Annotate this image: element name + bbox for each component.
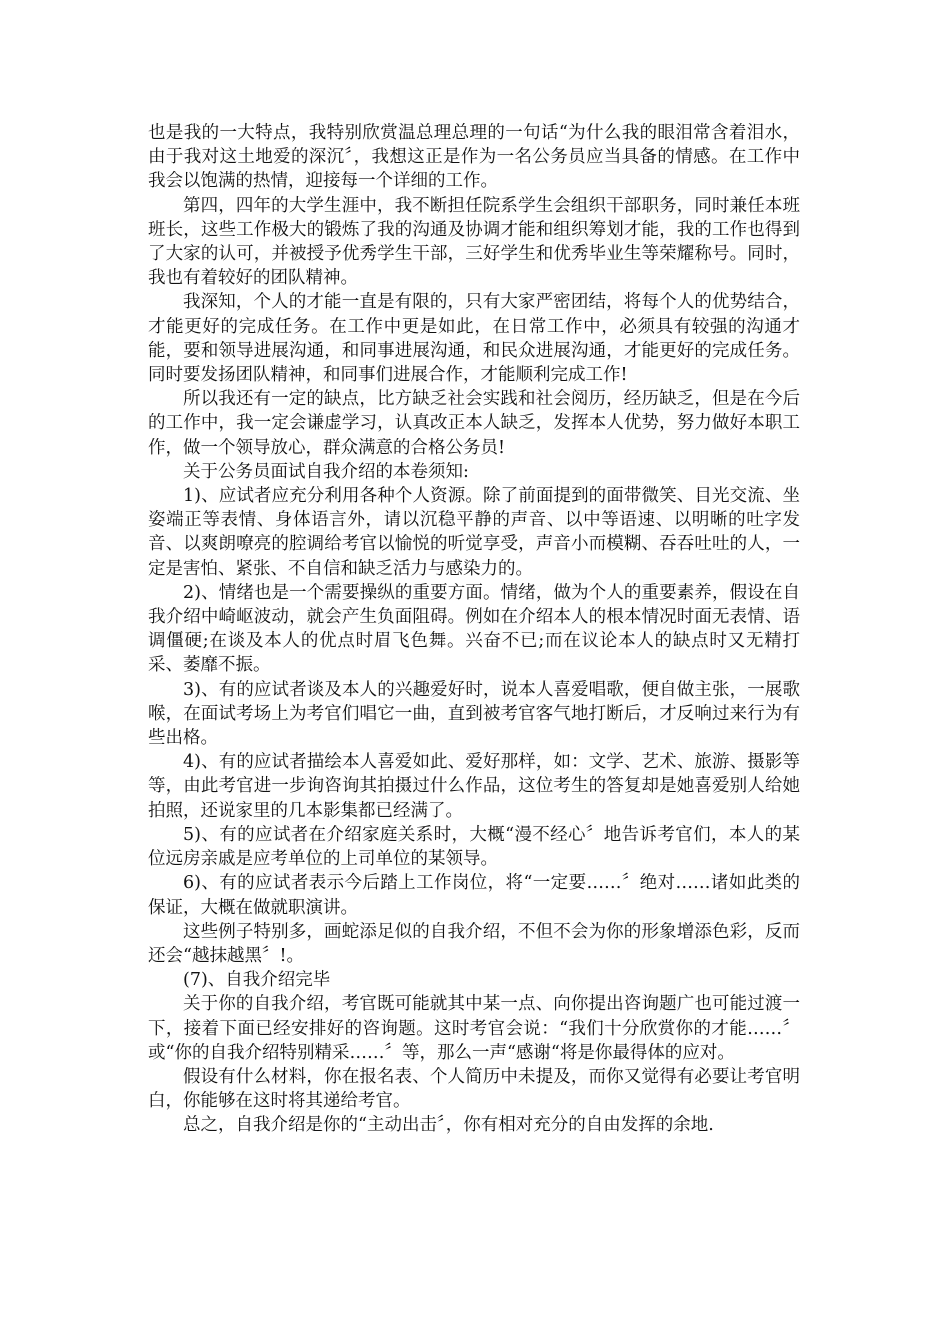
paragraph-12: 这些例子特别多，画蛇添足似的自我介绍，不但不会为你的形象增添色彩，反而还会“越抹越黑〞!。	[148, 921, 800, 966]
paragraph-15: 假设有什么材料，你在报名表、个人简历中未提及，而你又觉得有必要让考官明白，你能够在这时将其递给考官。	[148, 1066, 800, 1112]
paragraph-3: 我深知，个人的才能一直是有限的，只有大家严密团结，将每个人的优势结合，才能更好的完成任务。在工作中更是如此，在日常工作中，必须具有较强的沟通才能，要和领导进展沟通，和同事进展沟通，和民众进展沟通，才能更好的完成任务。同时要发扬团队精神，和同事们进展合作，才能顺利完成工作!	[148, 292, 800, 386]
paragraph-9: 4)、有的应试者描绘本人喜爱如此、爱好那样，如：文学、艺术、旅游、摄影等等，由此考官进一步询咨询其拍摄过什么作品，这位考生的答复却是她喜爱别人给她拍照，还说家里的几本影集都已经满了。	[148, 752, 800, 821]
paragraph-10: 5)、有的应试者在介绍家庭关系时，大概“漫不经心〞地告诉考官们，本人的某位远房亲戚是应考单位的上司单位的某领导。	[148, 824, 800, 870]
document-body	[148, 121, 800, 1138]
paragraph-1: 也是我的一大特点，我特别欣赏温总理总理的一句话“为什么我的眼泪常含着泪水，由于我对这土地爱的深沉〞，我想这正是作为一名公务员应当具备的情感。在工作中我会以饱满的热情，迎接每一个详细的工作。	[148, 123, 800, 192]
paragraph-6: 1)、应试者应充分利用各种个人资源。除了前面提到的面带微笑、目光交流、坐姿端正等表情、身体语言外，请以沉稳平静的声音、以中等语速、以明晰的吐字发音、以爽朗嘹亮的腔调给考官以愉悦的听觉享受，声音小而模糊、吞吞吐吐的人，一定是害怕、紧张、不自信和缺乏活力与感染力的。	[148, 486, 800, 579]
paragraph-8: 3)、有的应试者谈及本人的兴趣爱好时，说本人喜爱唱歌，便自做主张，一展歌喉，在面试考场上为考官们唱它一曲，直到被考官客气地打断后，才反响过来行为有些出格。	[148, 679, 800, 749]
paragraph-16: 总之，自我介绍是你的“主动出击〞，你有相对充分的自由发挥的余地.	[183, 1115, 714, 1136]
paragraph-11: 6)、有的应试者表示今后踏上工作岗位，将“一定要……〞绝对……诸如此类的保证，大概在做就职演讲。	[148, 873, 800, 918]
paragraph-13: (7)、自我介绍完毕	[183, 970, 331, 991]
paragraph-14: 关于你的自我介绍，考官既可能就其中某一点、向你提出咨询题广也可能过渡一下，接着下面已经安排好的咨询题。这时考官会说：“我们十分欣赏你的才能……〞或“你的自我介绍特别精采……〞等，那么一声“感谢“将是你最得体的应对。	[148, 994, 800, 1063]
paragraph-4: 所以我还有一定的缺点，比方缺乏社会实践和社会阅历，经历缺乏，但是在今后的工作中，我一定会谦虚学习，认真改正本人缺乏，发挥本人优势，努力做好本职工作，做一个领导放心，群众满意的合格公务员!	[148, 389, 800, 458]
paragraph-2: 第四，四年的大学生涯中，我不断担任院系学生会组织干部职务，同时兼任本班班长，这些工作极大的锻炼了我的沟通及协调才能和组织筹划才能，我的工作也得到了大家的认可，并被授予优秀学生干部，三好学生和优秀毕业生等荣耀称号。同时，我也有着较好的团队精神。	[148, 195, 800, 289]
paragraph-7: 2)、情绪也是一个需要操纵的重要方面。情绪，做为个人的重要素养，假设在自我介绍中崎岖波动，就会产生负面阻碍。例如在介绍本人的根本情况时面无表情、语调僵硬;在谈及本人的优点时眉飞色舞。兴奋不已;而在议论本人的缺点时又无精打采、萎靡不振。	[148, 582, 800, 676]
paragraph-5: 关于公务员面试自我介绍的本卷须知:	[183, 461, 469, 482]
